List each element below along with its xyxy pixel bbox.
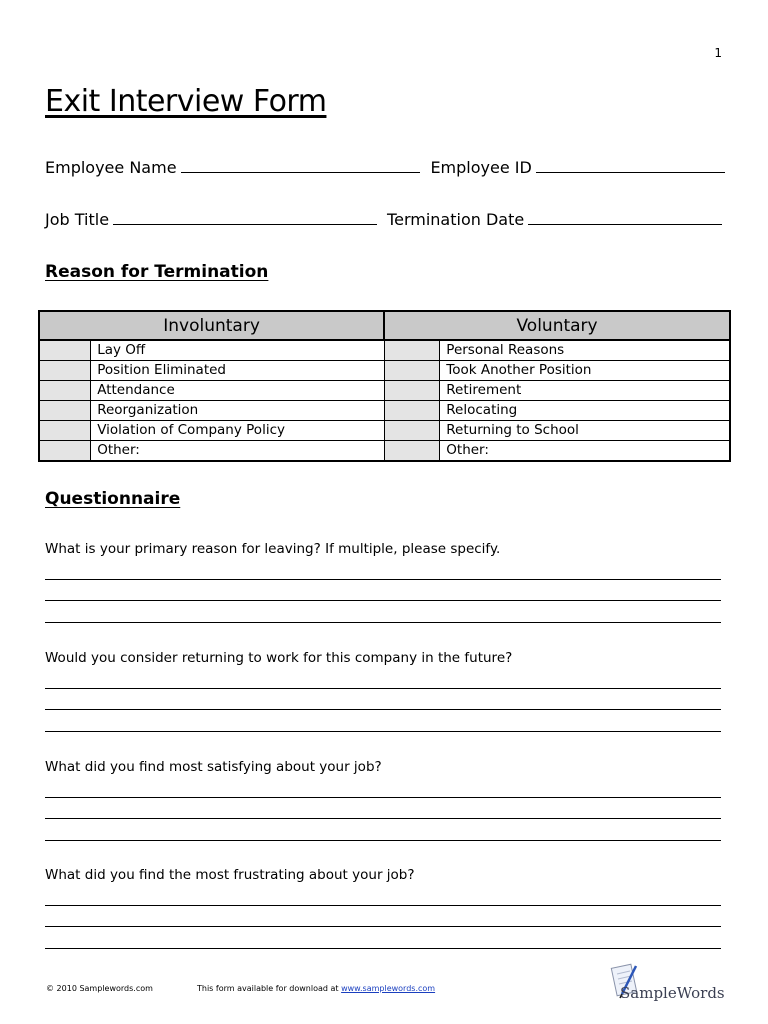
answer-line[interactable]: [45, 731, 721, 732]
job-title-field[interactable]: [113, 210, 377, 225]
employee-name-field[interactable]: [181, 158, 421, 173]
employee-id-label: Employee ID: [430, 158, 532, 177]
question-primary-reason: What is your primary reason for leaving? If multiple, please specify.: [45, 541, 501, 557]
table-row: [39, 421, 730, 441]
voluntary-checkbox-personal-reasons[interactable]: [384, 340, 440, 361]
table-row: [39, 441, 730, 462]
voluntary-checkbox-retirement[interactable]: [384, 381, 440, 401]
answer-line[interactable]: [45, 818, 721, 819]
job-title-label: Job Title: [45, 210, 110, 229]
termination-date-label: Termination Date: [387, 210, 525, 229]
answer-line[interactable]: [45, 948, 721, 949]
table-row: [39, 361, 730, 381]
footer-download-text: This form available for download at: [197, 984, 339, 993]
table-header-row: [39, 311, 730, 340]
voluntary-checkbox-returning-to-school[interactable]: [384, 421, 440, 441]
termination-date-field[interactable]: [528, 210, 722, 225]
involuntary-reason: Reorganization: [91, 401, 384, 421]
voluntary-reason: Relocating: [440, 401, 730, 421]
answer-line[interactable]: [45, 600, 721, 601]
voluntary-reason: Other:: [440, 441, 730, 462]
reason-heading: Reason for Termination: [45, 262, 269, 282]
question-most-satisfying: What did you find most satisfying about your job?: [45, 759, 382, 775]
voluntary-reason: Retirement: [440, 381, 730, 401]
answer-line[interactable]: [45, 926, 721, 927]
involuntary-checkbox-position-eliminated[interactable]: [39, 361, 91, 381]
logo-text: SampleWords: [620, 984, 725, 1002]
voluntary-checkbox-relocating[interactable]: [384, 401, 440, 421]
table-row: [39, 381, 730, 401]
table-row: [39, 401, 730, 421]
involuntary-checkbox-policy-violation[interactable]: [39, 421, 91, 441]
footer-download-link[interactable]: www.samplewords.com: [341, 984, 436, 993]
answer-line[interactable]: [45, 622, 721, 623]
voluntary-reason: Returning to School: [440, 421, 730, 441]
voluntary-reason: Personal Reasons: [440, 340, 730, 361]
answer-line[interactable]: [45, 579, 721, 580]
involuntary-checkbox-other[interactable]: [39, 441, 91, 462]
involuntary-checkbox-attendance[interactable]: [39, 381, 91, 401]
employee-info-row: [45, 158, 725, 177]
involuntary-reason: Violation of Company Policy: [91, 421, 384, 441]
employee-id-field[interactable]: [536, 158, 725, 173]
involuntary-header: Involuntary: [39, 311, 384, 340]
voluntary-checkbox-other[interactable]: [384, 441, 440, 462]
footer-download: [197, 984, 435, 993]
question-return-to-work: Would you consider returning to work for this company in the future?: [45, 650, 513, 666]
involuntary-reason: Lay Off: [91, 340, 384, 361]
question-most-frustrating: What did you find the most frustrating about your job?: [45, 867, 415, 883]
job-info-row: [45, 210, 725, 229]
answer-line[interactable]: [45, 688, 721, 689]
page-number: 1: [714, 46, 722, 60]
involuntary-reason: Other:: [91, 441, 384, 462]
answer-line[interactable]: [45, 905, 721, 906]
termination-reason-table: [38, 310, 731, 462]
employee-name-label: Employee Name: [45, 158, 177, 177]
involuntary-checkbox-reorganization[interactable]: [39, 401, 91, 421]
questionnaire-heading: Questionnaire: [45, 489, 181, 509]
answer-line[interactable]: [45, 840, 721, 841]
answer-line[interactable]: [45, 797, 721, 798]
involuntary-reason: Attendance: [91, 381, 384, 401]
involuntary-reason: Position Eliminated: [91, 361, 384, 381]
footer-copyright: © 2010 Samplewords.com: [46, 984, 153, 993]
answer-line[interactable]: [45, 709, 721, 710]
voluntary-checkbox-took-another-position[interactable]: [384, 361, 440, 381]
involuntary-checkbox-lay-off[interactable]: [39, 340, 91, 361]
voluntary-reason: Took Another Position: [440, 361, 730, 381]
samplewords-logo: [608, 962, 723, 1006]
form-title: Exit Interview Form: [45, 84, 327, 119]
table-row: [39, 340, 730, 361]
voluntary-header: Voluntary: [384, 311, 730, 340]
